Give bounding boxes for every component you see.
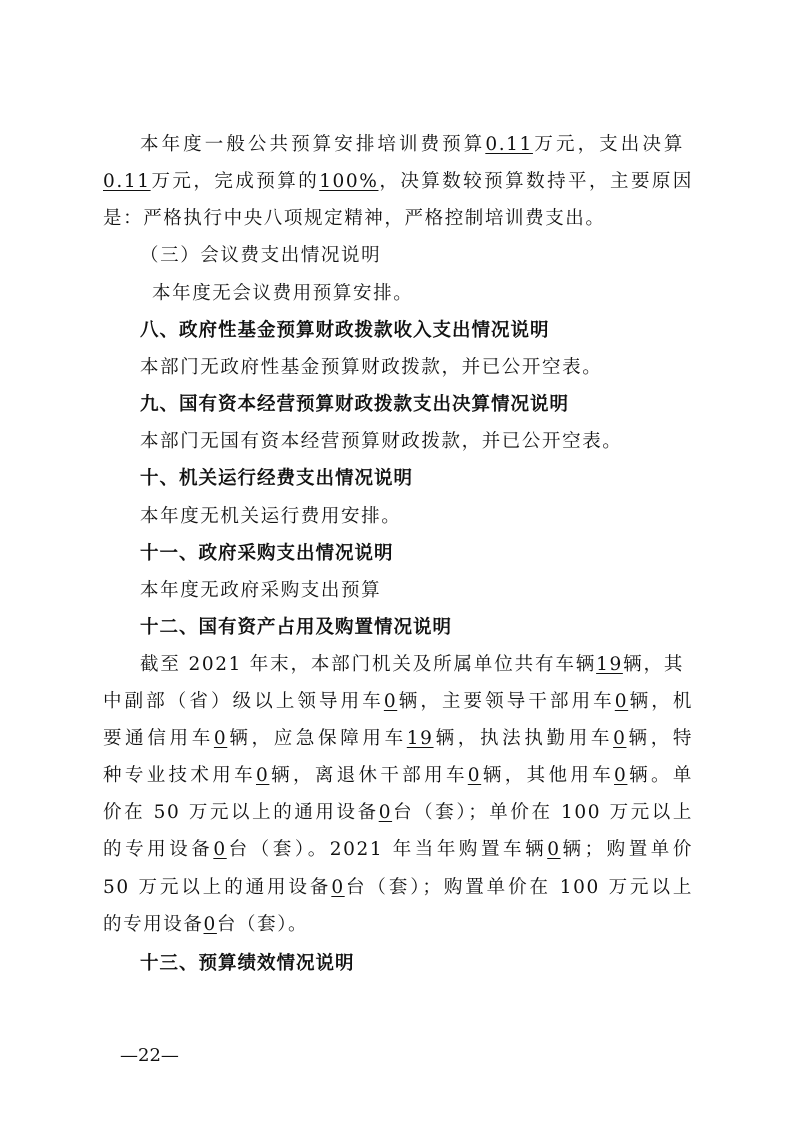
section-9-body: 本部门无国有资本经营预算财政拨款，并已公开空表。 — [140, 431, 623, 452]
training-paragraph-line-3: 是：严格执行中央八项规定精神，严格控制培训费支出。 — [103, 208, 606, 229]
underlined-value: 0 — [467, 765, 482, 786]
section-8-heading: 八、政府性基金预算财政拨款收入支出情况说明 — [140, 320, 550, 341]
section-11-body: 本年度无政府采购支出预算 — [140, 580, 382, 601]
text-run: 万元，完成预算的 — [150, 171, 320, 192]
text-run: 台（套）。 — [216, 914, 309, 935]
assets-paragraph-line-7 — [103, 876, 693, 900]
assets-paragraph-line-5 — [103, 801, 693, 825]
underlined-value: 19 — [406, 728, 434, 749]
text-run: 辆，离退休干部用车 — [269, 765, 468, 786]
underlined-value: 0 — [614, 691, 629, 712]
page-number: —22— — [120, 1045, 179, 1066]
text-run: 中副部（省）级以上领导用车 — [103, 691, 384, 712]
underlined-value: 0 — [331, 877, 345, 898]
assets-paragraph-line-6 — [103, 838, 693, 862]
underlined-value: 0.11 — [103, 171, 151, 192]
text-run: 台（套）；单价在 100 万元以上 — [392, 802, 693, 823]
text-run: 辆，应急保障用车 — [227, 728, 407, 749]
assets-paragraph-line-8 — [103, 913, 693, 937]
section-12-heading: 十二、国有资产占用及购置情况说明 — [140, 617, 453, 638]
text-run: 辆，执法执勤用车 — [433, 728, 614, 749]
assets-paragraph-line-4 — [103, 764, 693, 788]
text-run: 台（套）；购置单价在 100 万元以上 — [344, 877, 693, 898]
underlined-value: 0.11 — [485, 134, 533, 155]
assets-paragraph-line-3 — [103, 727, 693, 751]
text-run: 辆，主要领导干部用车 — [397, 691, 615, 712]
section-11-heading: 十一、政府采购支出情况说明 — [140, 543, 394, 564]
assets-paragraph-line-1 — [140, 653, 684, 677]
text-run: 辆，特 — [626, 728, 693, 749]
section-8-body: 本部门无政府性基金预算财政拨款，并已公开空表。 — [140, 357, 603, 378]
text-run: 价在 50 万元以上的通用设备 — [103, 802, 379, 823]
underlined-value: 100% — [319, 171, 379, 192]
section-9-heading: 九、国有资本经营预算财政拨款支出决算情况说明 — [140, 394, 570, 415]
text-run: 种专业技术用车 — [103, 765, 256, 786]
meeting-fee-body: 本年度无会议费用预算安排。 — [152, 283, 414, 304]
text-run: 50 万元以上的通用设备 — [103, 877, 332, 898]
text-run: ，决算数较预算数持平，主要原因 — [378, 171, 693, 192]
text-run: 截至 2021 年末，本部门机关及所属单位共有车辆 — [140, 654, 597, 675]
underlined-value: 0 — [213, 728, 228, 749]
underlined-value: 0 — [213, 839, 227, 860]
text-run: 辆，其他用车 — [481, 765, 615, 786]
section-10-body: 本年度无机关运行费用安排。 — [140, 506, 402, 527]
text-run: 台（套）。2021 年当年购置车辆 — [226, 839, 548, 860]
text-run: 本年度一般公共预算安排培训费预算 — [140, 134, 486, 155]
underlined-value: 0 — [547, 839, 561, 860]
section-10-heading: 十、机关运行经费支出情况说明 — [140, 468, 414, 489]
assets-paragraph-line-2 — [103, 690, 693, 714]
underlined-value: 0 — [613, 728, 627, 749]
text-run: 要通信用车 — [103, 728, 214, 749]
text-run: 辆。单 — [627, 765, 693, 786]
text-run: 辆，其 — [622, 654, 684, 675]
underlined-value: 0 — [203, 914, 217, 935]
underlined-value: 0 — [614, 765, 628, 786]
text-run: 辆，机 — [628, 691, 693, 712]
training-paragraph-line-1 — [140, 133, 684, 157]
underlined-value: 0 — [378, 802, 393, 823]
underlined-value: 19 — [596, 654, 623, 675]
section-13-heading: 十三、预算绩效情况说明 — [140, 953, 355, 974]
text-run: 的专用设备 — [103, 839, 214, 860]
meeting-fee-heading: （三）会议费支出情况说明 — [140, 245, 382, 266]
training-paragraph-line-2 — [103, 170, 693, 194]
text-run: 辆；购置单价 — [560, 839, 693, 860]
text-run: 的专用设备 — [103, 914, 204, 935]
underlined-value: 0 — [255, 765, 270, 786]
underlined-value: 0 — [383, 691, 398, 712]
text-run: 万元，支出决算 — [532, 134, 684, 155]
